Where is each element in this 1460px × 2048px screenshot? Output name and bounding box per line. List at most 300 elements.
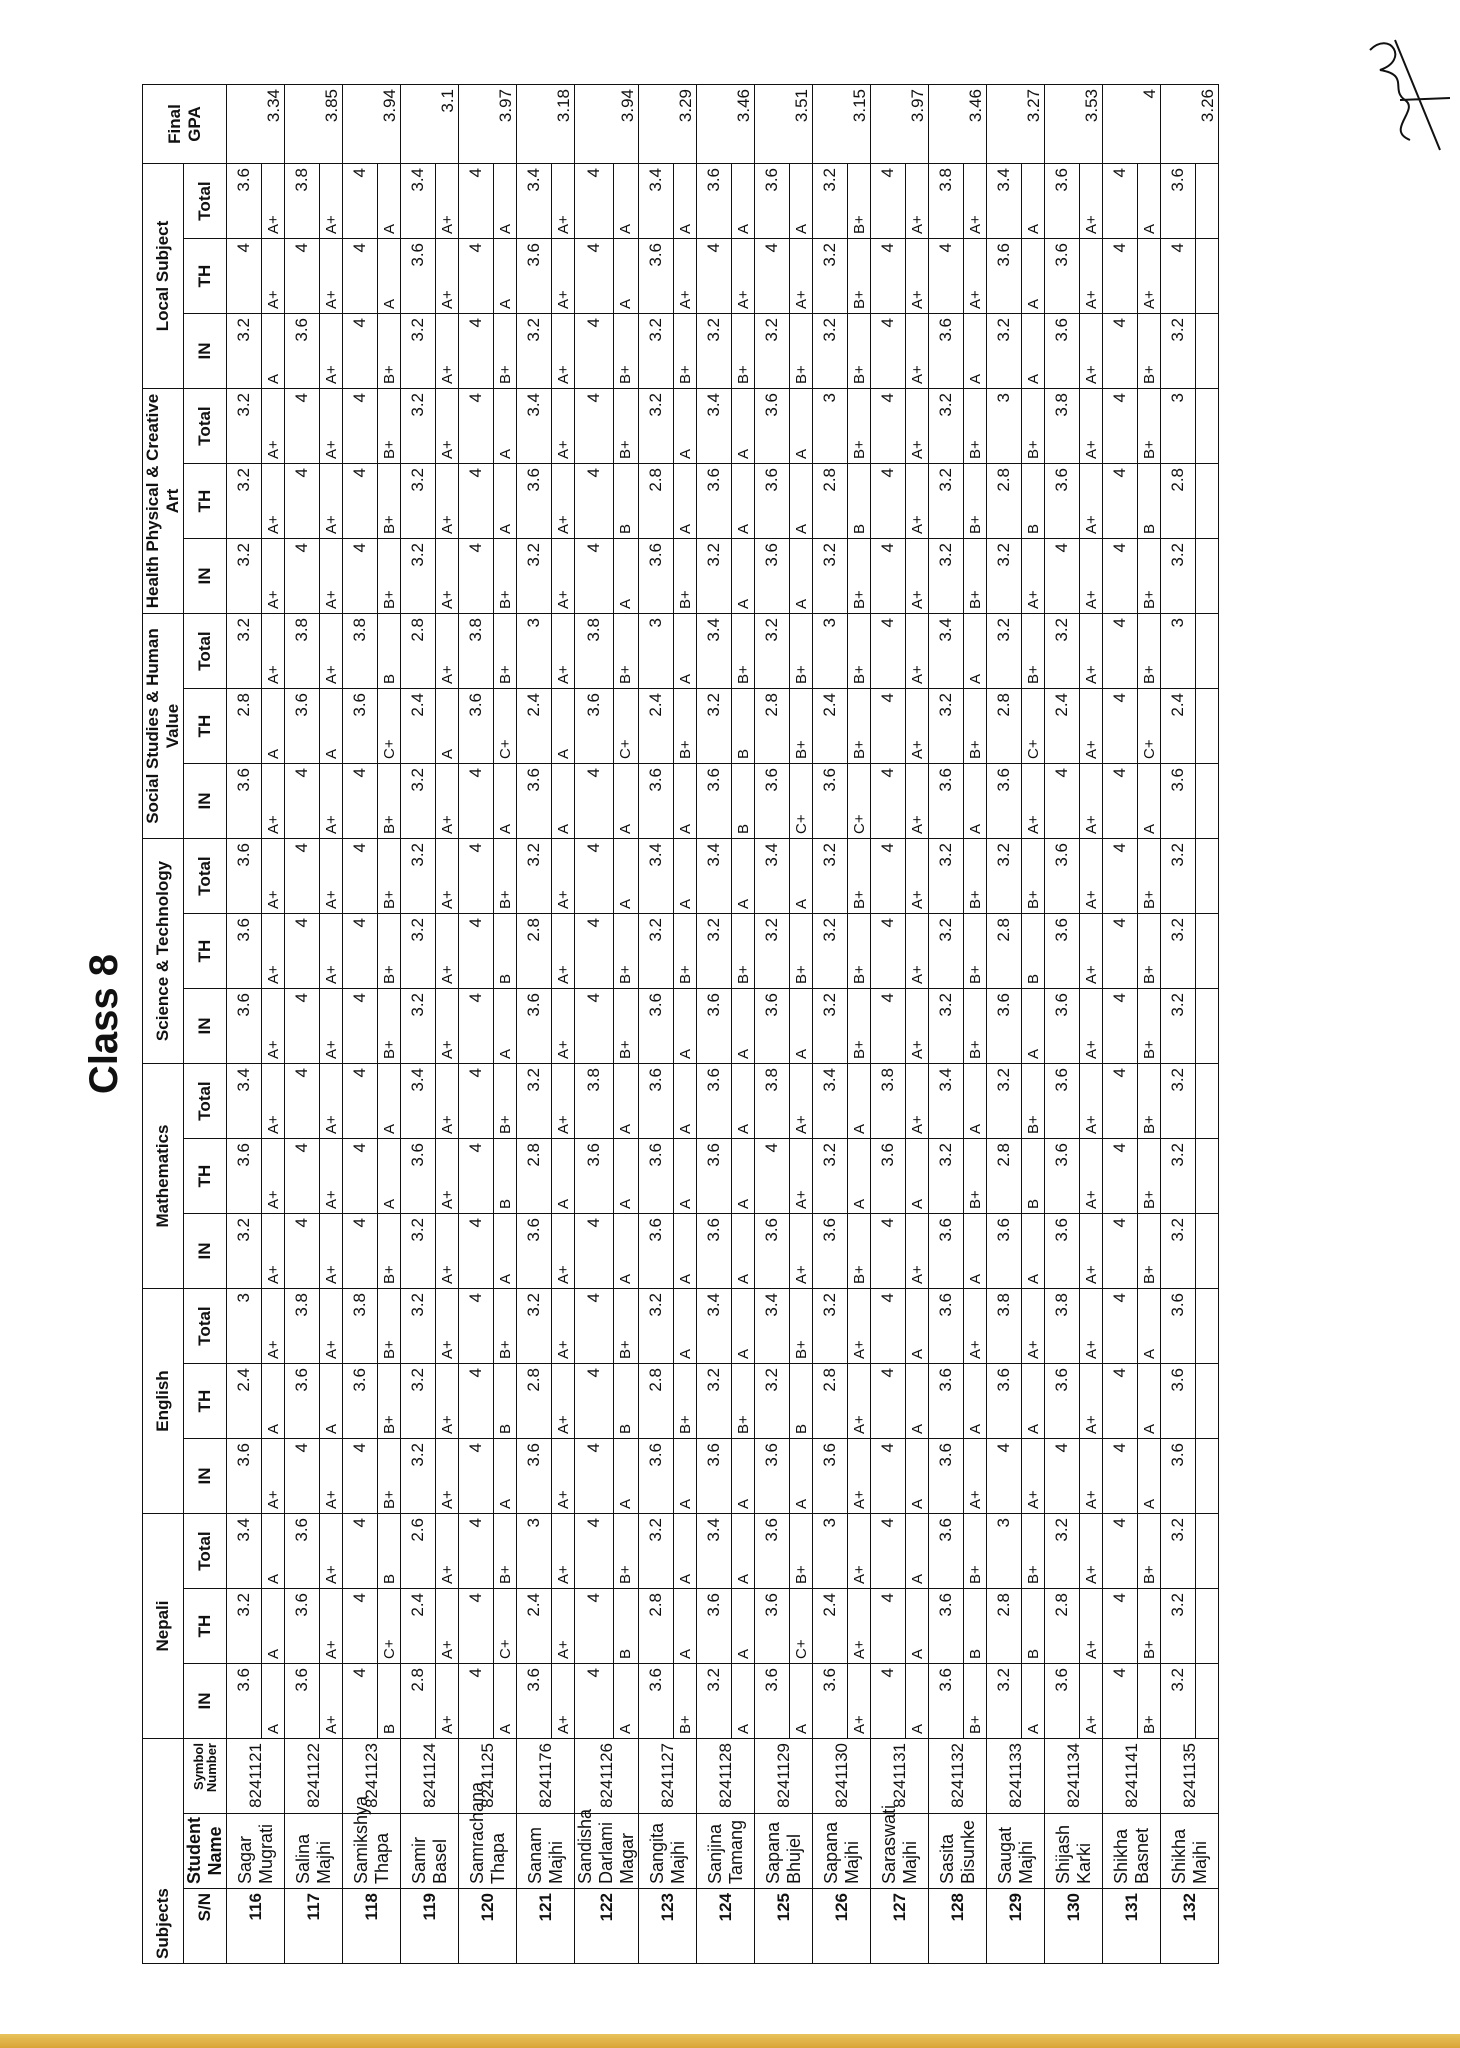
grade-point: 3.6 (929, 1289, 964, 1364)
grade-letter: A (613, 1139, 638, 1214)
sub-header-row (184, 85, 227, 1964)
grade-letter: A+ (906, 314, 929, 389)
grade-letter: A (674, 464, 697, 539)
grade-point: 4 (575, 1439, 614, 1514)
grade-point: 3.6 (1045, 839, 1080, 914)
grade-letter: A+ (848, 1589, 871, 1664)
grade-letter: B+ (378, 1214, 401, 1289)
grade-point: 3.6 (517, 1214, 552, 1289)
grade-letter (1196, 389, 1219, 464)
grade-point: 2.8 (517, 1364, 552, 1439)
grade-point: 3 (813, 614, 848, 689)
grade-letter: A+ (552, 1214, 575, 1289)
grade-point: 3.6 (639, 989, 674, 1064)
grade-letter: A (378, 164, 401, 239)
grade-point: 3.2 (697, 1364, 732, 1439)
symbol-number: 8241132 (929, 1739, 987, 1814)
final-gpa: 3.97 (871, 85, 929, 164)
grade-letter (1196, 239, 1219, 314)
grade-letter: B+ (790, 1514, 813, 1589)
student-name: Sagar Mugrati (227, 1814, 285, 1889)
table-row-grades (848, 85, 871, 1964)
grade-point: 3.2 (1161, 1589, 1196, 1664)
grade-letter: A (964, 314, 987, 389)
grade-point: 4 (1103, 989, 1138, 1064)
grade-letter: A (674, 614, 697, 689)
grade-point: 3.6 (929, 1664, 964, 1739)
grade-letter: B+ (848, 989, 871, 1064)
grade-point: 3.6 (639, 539, 674, 614)
grade-point: 3.2 (227, 539, 262, 614)
grade-point: 3.6 (343, 1364, 378, 1439)
grade-point: 3.2 (755, 614, 790, 689)
grade-letter (1196, 1439, 1219, 1514)
grade-point: 3.6 (285, 1514, 320, 1589)
student-name: Samikshya Thapa (343, 1814, 401, 1889)
grade-letter: B+ (848, 1214, 871, 1289)
grade-point: 2.8 (813, 1364, 848, 1439)
final-gpa: 3.1 (401, 85, 459, 164)
grade-point: 3.8 (575, 1064, 614, 1139)
serial-number: 116 (227, 1889, 285, 1964)
grade-point: 3.2 (1161, 989, 1196, 1064)
grade-point: 4 (459, 989, 494, 1064)
grade-letter: A+ (906, 1214, 929, 1289)
symbol-number: 8241125 (459, 1739, 517, 1814)
grade-point: 4 (871, 614, 906, 689)
final-gpa: 3.97 (459, 85, 517, 164)
grade-letter: A (1022, 164, 1045, 239)
student-name: Sanam Majhi (517, 1814, 575, 1889)
grade-point: 4 (343, 1064, 378, 1139)
grade-letter: A+ (906, 239, 929, 314)
table-row-grades (674, 85, 697, 1964)
grade-letter: A (613, 1664, 638, 1739)
grade-point: 3.8 (871, 1064, 906, 1139)
grade-point: 3.2 (987, 839, 1022, 914)
grade-letter: A+ (436, 1589, 459, 1664)
grade-letter: B+ (848, 839, 871, 914)
grade-letter: A+ (848, 1364, 871, 1439)
grade-point: 3.2 (401, 464, 436, 539)
grade-letter: A+ (906, 614, 929, 689)
grade-point: 2.4 (813, 1589, 848, 1664)
grade-point: 3.4 (697, 1514, 732, 1589)
grade-point: 2.4 (401, 689, 436, 764)
grade-point: 4 (871, 1364, 906, 1439)
grade-point: 3.6 (987, 764, 1022, 839)
grade-letter: A (674, 1289, 697, 1364)
subject-header-english: English (143, 1289, 184, 1514)
grade-letter: A (732, 1214, 755, 1289)
grade-letter: B (964, 1589, 987, 1664)
grade-point: 4 (575, 989, 614, 1064)
grade-letter: A+ (262, 1439, 285, 1514)
grade-letter: A (552, 1139, 575, 1214)
grade-letter: B+ (964, 1514, 987, 1589)
grade-point: 4 (1103, 1289, 1138, 1364)
sub-col-header: IN (184, 989, 227, 1064)
final-gpa: 3.85 (285, 85, 343, 164)
grade-point: 4 (871, 539, 906, 614)
grade-letter: A (613, 164, 638, 239)
grade-letter: B+ (790, 1289, 813, 1364)
grade-point: 4 (343, 539, 378, 614)
grade-point: 4 (871, 689, 906, 764)
grade-point: 3.6 (1045, 239, 1080, 314)
grade-point: 2.4 (1045, 689, 1080, 764)
grade-letter: A (964, 1364, 987, 1439)
grade-point: 3.4 (697, 389, 732, 464)
grade-point: 3 (639, 614, 674, 689)
grade-letter: A (732, 1064, 755, 1139)
grade-letter: A (262, 689, 285, 764)
grade-point: 4 (1103, 1514, 1138, 1589)
grade-letter: A+ (436, 314, 459, 389)
grade-letter: A+ (848, 1439, 871, 1514)
grade-point: 3.8 (929, 164, 964, 239)
grade-point: 3.6 (1161, 164, 1196, 239)
grade-point: 3.6 (755, 764, 790, 839)
grade-point: 4 (575, 539, 614, 614)
grade-point: 3.6 (1161, 1439, 1196, 1514)
grade-point: 3.2 (813, 914, 848, 989)
grade-letter: A+ (790, 1064, 813, 1139)
grade-point: 3.6 (285, 314, 320, 389)
grade-letter: A (1138, 1364, 1161, 1439)
grade-point: 3 (517, 614, 552, 689)
grade-point: 4 (755, 1139, 790, 1214)
grade-point: 3 (813, 389, 848, 464)
sub-col-header: IN (184, 1664, 227, 1739)
grade-point: 3.6 (697, 1139, 732, 1214)
grade-letter: A+ (1080, 1514, 1103, 1589)
sub-col-header: TH (184, 914, 227, 989)
grade-point: 3.2 (639, 389, 674, 464)
table-row (575, 85, 614, 1964)
grade-letter: A (732, 539, 755, 614)
grade-point: 4 (871, 1589, 906, 1664)
grade-letter: A (732, 164, 755, 239)
grade-point: 4 (459, 1064, 494, 1139)
grade-letter: A+ (906, 989, 929, 1064)
grade-point: 3.4 (987, 164, 1022, 239)
table-row-grades (494, 85, 517, 1964)
table-row (1161, 85, 1196, 1964)
grade-letter: B (613, 1589, 638, 1664)
grade-letter: A+ (436, 239, 459, 314)
grade-letter: B+ (378, 464, 401, 539)
grade-point: 3.2 (227, 464, 262, 539)
grade-point: 3 (987, 389, 1022, 464)
grade-point: 3.6 (697, 1214, 732, 1289)
grade-letter: B+ (848, 389, 871, 464)
grade-point: 3.2 (227, 389, 262, 464)
grade-point: 3.6 (517, 1439, 552, 1514)
grade-point: 3.6 (929, 1439, 964, 1514)
table-row-grades (1022, 85, 1045, 1964)
symbol-number: 8241122 (285, 1739, 343, 1814)
grade-point: 2.8 (1045, 1589, 1080, 1664)
symbol-number: 8241131 (871, 1739, 929, 1814)
table-row (343, 85, 378, 1964)
grade-letter: A (906, 1364, 929, 1439)
grade-letter: B+ (848, 914, 871, 989)
grade-letter: A+ (1022, 1289, 1045, 1364)
grade-point: 4 (1103, 1664, 1138, 1739)
grade-point: 3.6 (285, 1664, 320, 1739)
grade-point: 3.6 (1161, 1364, 1196, 1439)
grade-point: 3.4 (813, 1064, 848, 1139)
symbol-number: 8241124 (401, 1739, 459, 1814)
grade-letter: A (732, 1589, 755, 1664)
grade-point: 3.4 (639, 839, 674, 914)
grade-point: 3.2 (1161, 914, 1196, 989)
grade-point: 3.6 (285, 1364, 320, 1439)
table-row-grades (552, 85, 575, 1964)
grade-point: 2.8 (639, 1589, 674, 1664)
grade-letter: A+ (262, 614, 285, 689)
grade-letter: A (613, 1214, 638, 1289)
grade-letter: B+ (964, 464, 987, 539)
grade-point: 3.2 (401, 314, 436, 389)
grade-letter: A (732, 389, 755, 464)
grade-letter: A+ (906, 389, 929, 464)
grade-letter: B+ (378, 839, 401, 914)
grade-letter: A (436, 689, 459, 764)
grade-letter: B (1022, 1589, 1045, 1664)
grade-point: 4 (343, 1139, 378, 1214)
table-row-grades (732, 85, 755, 1964)
grade-letter: A (674, 164, 697, 239)
grade-letter: B+ (848, 614, 871, 689)
grade-letter: A+ (1080, 839, 1103, 914)
grade-point: 4 (1103, 1139, 1138, 1214)
grade-letter: B+ (494, 1064, 517, 1139)
table-row-grades (1080, 85, 1103, 1964)
grade-point: 3.6 (697, 1064, 732, 1139)
grade-point: 3.6 (343, 689, 378, 764)
grade-point: 3.6 (517, 989, 552, 1064)
grade-point: 3.2 (401, 914, 436, 989)
grade-letter: A+ (1022, 539, 1045, 614)
serial-number: 128 (929, 1889, 987, 1964)
grade-letter: B (1022, 464, 1045, 539)
grade-letter: A+ (320, 1439, 343, 1514)
grade-point: 4 (459, 1289, 494, 1364)
grade-point: 4 (575, 1589, 614, 1664)
grade-point: 4 (575, 914, 614, 989)
grade-letter: A+ (1080, 164, 1103, 239)
grade-letter: A+ (320, 389, 343, 464)
grade-point: 4 (459, 1514, 494, 1589)
grade-point: 3.2 (929, 914, 964, 989)
grade-letter: A+ (1080, 389, 1103, 464)
grade-letter: B (790, 1364, 813, 1439)
grade-letter: B+ (378, 1289, 401, 1364)
grade-letter: A (494, 164, 517, 239)
grade-letter: C+ (1138, 689, 1161, 764)
grade-point: 3.2 (517, 839, 552, 914)
grade-point: 3.2 (1161, 314, 1196, 389)
grade-letter: A+ (1080, 1139, 1103, 1214)
grade-letter: B+ (1022, 1064, 1045, 1139)
grade-point: 3.8 (343, 614, 378, 689)
grade-letter: B+ (674, 539, 697, 614)
grade-letter: A (1138, 1289, 1161, 1364)
grade-letter: A+ (436, 1514, 459, 1589)
grade-point: 3.6 (929, 1214, 964, 1289)
grade-point: 3.2 (813, 989, 848, 1064)
student-name: Sangita Majhi (639, 1814, 697, 1889)
grade-point: 3.6 (755, 389, 790, 464)
grade-letter: A+ (1080, 1664, 1103, 1739)
grade-letter: A+ (552, 164, 575, 239)
grade-letter: B+ (848, 689, 871, 764)
grade-point: 4 (1103, 239, 1138, 314)
student-name: Saugat Majhi (987, 1814, 1045, 1889)
table-row-grades (906, 85, 929, 1964)
grade-letter: A+ (436, 464, 459, 539)
grade-point: 3.8 (1045, 389, 1080, 464)
grade-letter: A (494, 989, 517, 1064)
grade-letter: A+ (320, 839, 343, 914)
grade-letter: C+ (494, 689, 517, 764)
grade-letter: B+ (674, 314, 697, 389)
grade-letter: A (1022, 989, 1045, 1064)
grade-letter: B+ (613, 989, 638, 1064)
table-row-grades (262, 85, 285, 1964)
grade-letter: B (1138, 464, 1161, 539)
grade-point: 3.2 (813, 314, 848, 389)
sub-col-header: TH (184, 464, 227, 539)
grade-point: 4 (575, 389, 614, 464)
grade-point: 3.2 (1161, 539, 1196, 614)
grade-point: 4 (1045, 1439, 1080, 1514)
symbol-number: 8241128 (697, 1739, 755, 1814)
grade-letter: B+ (378, 989, 401, 1064)
table-row (697, 85, 732, 1964)
grade-point: 3.6 (987, 989, 1022, 1064)
grade-letter: B+ (964, 539, 987, 614)
grade-letter: A+ (790, 239, 813, 314)
grade-letter: A+ (1080, 1289, 1103, 1364)
sub-col-header: Total (184, 614, 227, 689)
grade-point: 4 (343, 389, 378, 464)
grade-point: 3.6 (697, 989, 732, 1064)
grade-point: 3.2 (813, 1289, 848, 1364)
grade-point: 3.2 (755, 1364, 790, 1439)
subject-header-science: Science & Technology (143, 839, 184, 1064)
grade-point: 3.2 (929, 389, 964, 464)
grade-point: 4 (343, 1214, 378, 1289)
grade-letter: A+ (552, 914, 575, 989)
grade-letter: B+ (1138, 1214, 1161, 1289)
grade-letter: B (378, 1514, 401, 1589)
grade-letter: A+ (552, 314, 575, 389)
grade-point: 4 (871, 1289, 906, 1364)
grade-point: 3.2 (517, 314, 552, 389)
grade-point: 2.8 (987, 689, 1022, 764)
grade-letter: A (964, 1064, 987, 1139)
grade-letter: B+ (848, 164, 871, 239)
grade-point: 4 (929, 239, 964, 314)
grade-letter: A (674, 839, 697, 914)
grade-letter: A+ (262, 389, 285, 464)
grade-point: 4 (459, 464, 494, 539)
grade-point: 4 (1103, 539, 1138, 614)
grade-point: 3.6 (401, 239, 436, 314)
grade-point: 3.2 (813, 164, 848, 239)
grade-letter: B+ (790, 689, 813, 764)
grade-letter: A+ (436, 764, 459, 839)
table-row (929, 85, 964, 1964)
grade-letter: B+ (732, 614, 755, 689)
grade-point: 4 (343, 764, 378, 839)
grade-point: 3.8 (1045, 1289, 1080, 1364)
grade-point: 3.2 (401, 389, 436, 464)
grade-point: 3.2 (987, 314, 1022, 389)
signature (1350, 20, 1450, 170)
grade-letter: B+ (1022, 1514, 1045, 1589)
grade-point: 3.6 (813, 1664, 848, 1739)
serial-number: 126 (813, 1889, 871, 1964)
grade-point: 4 (1103, 689, 1138, 764)
rotated-result-sheet (80, 64, 1380, 1984)
table-row (755, 85, 790, 1964)
grade-point: 2.8 (987, 1589, 1022, 1664)
student-name: Samrachana Thapa (459, 1814, 517, 1889)
grade-letter: A (378, 1139, 401, 1214)
grade-point: 3 (517, 1514, 552, 1589)
grade-point: 2.4 (401, 1589, 436, 1664)
grade-point: 3.6 (285, 1589, 320, 1664)
grade-point: 4 (459, 1589, 494, 1664)
final-gpa: 3.53 (1045, 85, 1103, 164)
grade-letter: A+ (848, 1289, 871, 1364)
table-row (285, 85, 320, 1964)
grade-letter (1196, 764, 1219, 839)
grade-letter: B+ (964, 839, 987, 914)
grade-point: 3.6 (1045, 464, 1080, 539)
grade-letter: A (964, 614, 987, 689)
grade-letter: B+ (494, 839, 517, 914)
grade-point: 3.6 (755, 989, 790, 1064)
grade-point: 4 (459, 539, 494, 614)
grade-point: 3.2 (401, 1439, 436, 1514)
student-name: Sanjina Tamang (697, 1814, 755, 1889)
grade-letter: A (790, 1664, 813, 1739)
grade-point: 3.2 (227, 314, 262, 389)
grade-point: 3.6 (1161, 1289, 1196, 1364)
grade-letter: C+ (378, 1589, 401, 1664)
grade-point: 3.6 (517, 1664, 552, 1739)
grade-letter: A+ (552, 839, 575, 914)
grade-point: 3.2 (697, 1664, 732, 1739)
grade-letter: A (732, 1439, 755, 1514)
grade-point: 4 (285, 1439, 320, 1514)
grade-point: 3.6 (227, 1139, 262, 1214)
grade-letter: C+ (790, 764, 813, 839)
grade-letter: B+ (848, 239, 871, 314)
grade-letter: A (674, 1439, 697, 1514)
grade-letter: A+ (320, 1514, 343, 1589)
grade-letter: B (378, 614, 401, 689)
grade-letter (1196, 1364, 1219, 1439)
grade-letter: A+ (552, 1664, 575, 1739)
table-row-grades (1138, 85, 1161, 1964)
grade-letter: A+ (1080, 989, 1103, 1064)
